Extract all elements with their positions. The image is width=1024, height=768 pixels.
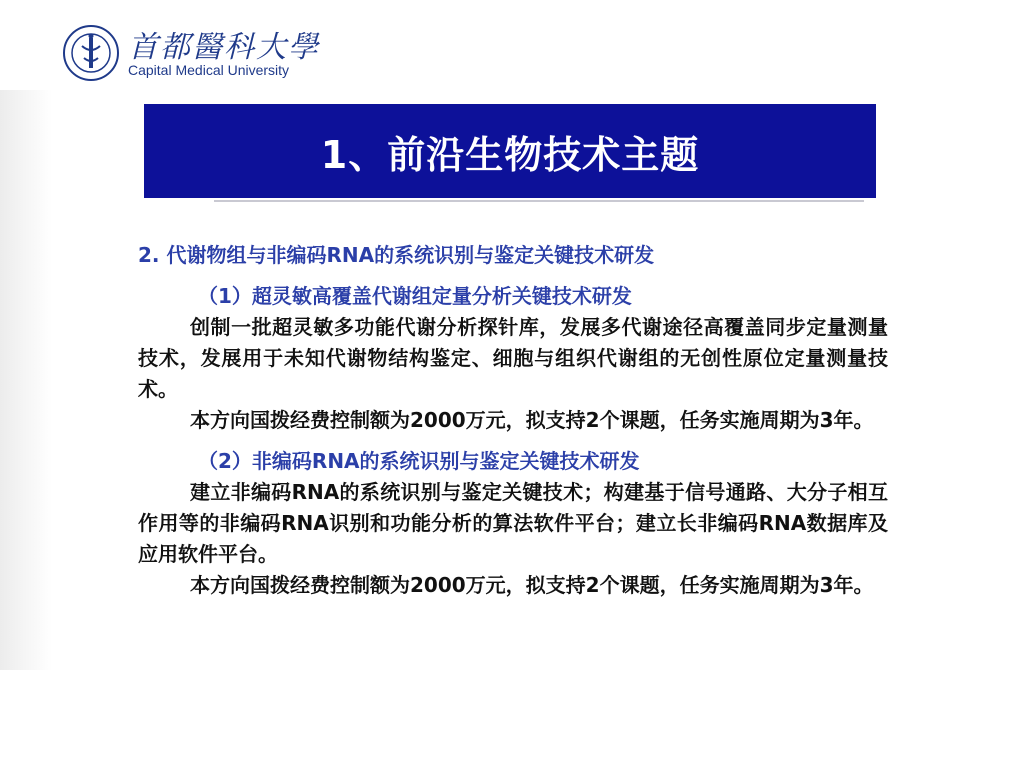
left-edge-shade bbox=[0, 90, 52, 670]
logo-chinese-name: 首都醫科大學 bbox=[128, 30, 320, 65]
subsection-1-paragraph-1: 创制一批超灵敏多功能代谢分析探针库，发展多代谢途径高覆盖同步定量测量技术，发展用于未知代谢物结构鉴定、细胞与组织代谢组的无创性原位定量测量技术。 bbox=[138, 315, 888, 401]
slide-content bbox=[138, 240, 888, 601]
spacer bbox=[138, 436, 888, 446]
university-logo bbox=[62, 22, 322, 84]
university-seal-icon bbox=[62, 24, 120, 82]
section-heading: 2. 代谢物组与非编码RNA的系统识别与鉴定关键技术研发 bbox=[138, 243, 655, 267]
logo-english-name: Capital Medical University bbox=[128, 62, 290, 78]
title-underline bbox=[214, 200, 864, 202]
subsection-1-paragraph-2: 本方向国拨经费控制额为2000万元，拟支持2个课题，任务实施周期为3年。 bbox=[190, 408, 874, 432]
title-banner bbox=[144, 104, 876, 198]
page-title: 1、前沿生物技术主题 bbox=[320, 132, 700, 177]
subsection-2-paragraph-1: 建立非编码RNA的系统识别与鉴定关键技术；构建基于信号通路、大分子相互作用等的非编码RNA识别和功能分析的算法软件平台；建立长非编码RNA数据库及应用软件平台。 bbox=[138, 480, 888, 566]
subsection-heading-1: （1）超灵敏高覆盖代谢组定量分析关键技术研发 bbox=[198, 284, 632, 308]
subsection-heading-2: （2）非编码RNA的系统识别与鉴定关键技术研发 bbox=[198, 449, 640, 473]
subsection-2-paragraph-2: 本方向国拨经费控制额为2000万元，拟支持2个课题，任务实施周期为3年。 bbox=[190, 573, 874, 597]
